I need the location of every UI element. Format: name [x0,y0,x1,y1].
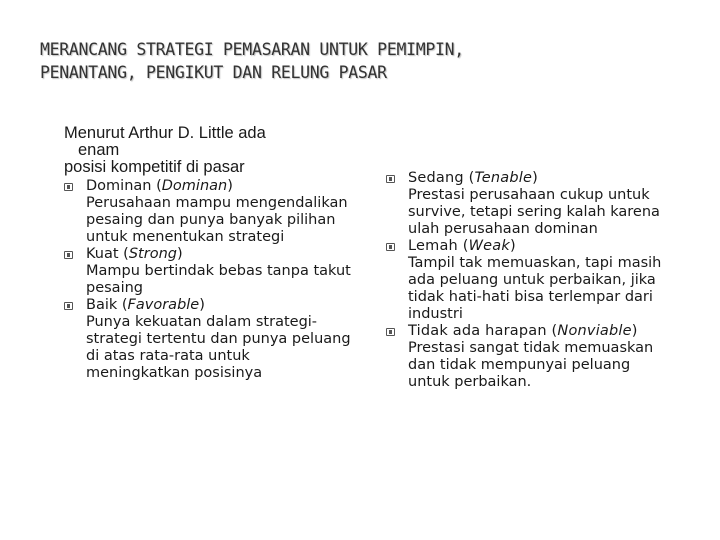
item-title: Baik (Favorable) [86,297,205,313]
item-description: Tampil tak memuaskan, tapi masih ada peluang untuk perbaikan, jika tidak hati-hati bisa terlempar dari industri [408,255,662,322]
right-column [386,170,666,391]
list-item-tidak-ada-harapan [386,323,666,391]
item-title: Tidak ada harapan (Nonviable) [408,323,638,339]
square-bullet-icon [386,175,395,183]
square-bullet-icon [64,183,73,191]
left-column [64,125,354,382]
square-bullet-icon [386,328,395,336]
item-title: Dominan (Dominan) [86,178,233,194]
slide-title-line-1: MERANCANG STRATEGI PEMASARAN UNTUK PEMIMPIN, [40,40,464,59]
item-title: Kuat (Strong) [86,246,183,262]
intro-line-3: posisi kompetitif di pasar [64,158,245,176]
item-description: Punya kekuatan dalam strategi-strategi tertentu dan punya peluang di atas rata-rata untuk meningkatkan posisinya [86,314,351,381]
square-bullet-icon [64,302,73,310]
slide-title-line-2: PENANTANG, PENGIKUT DAN RELUNG PASAR [40,63,387,82]
item-title: Lemah (Weak) [408,238,516,254]
intro-line-1: Menurut Arthur D. Little ada [64,124,266,142]
item-description: Prestasi sangat tidak memuaskan dan tidak mempunyai peluang untuk perbaikan. [408,340,654,390]
item-description: Mampu bertindak bebas tanpa takut pesaing [86,263,351,296]
slide-title [40,38,680,84]
square-bullet-icon [64,251,73,259]
list-item-lemah [386,238,666,323]
intro-line-2: enam [78,141,120,159]
item-title: Sedang (Tenable) [408,170,538,186]
right-bullet-list [386,170,666,391]
list-item-baik [64,297,354,382]
square-bullet-icon [386,243,395,251]
list-item-kuat [64,246,354,297]
list-item-dominan [64,178,354,246]
item-description: Perusahaan mampu mengendalikan pesaing dan punya banyak pilihan untuk menentukan strategi [86,195,348,245]
left-bullet-list [64,178,354,382]
item-description: Prestasi perusahaan cukup untuk survive, tetapi sering kalah karena ulah perusahaan dominan [408,187,660,237]
list-item-sedang [386,170,666,238]
intro-text [64,125,354,176]
